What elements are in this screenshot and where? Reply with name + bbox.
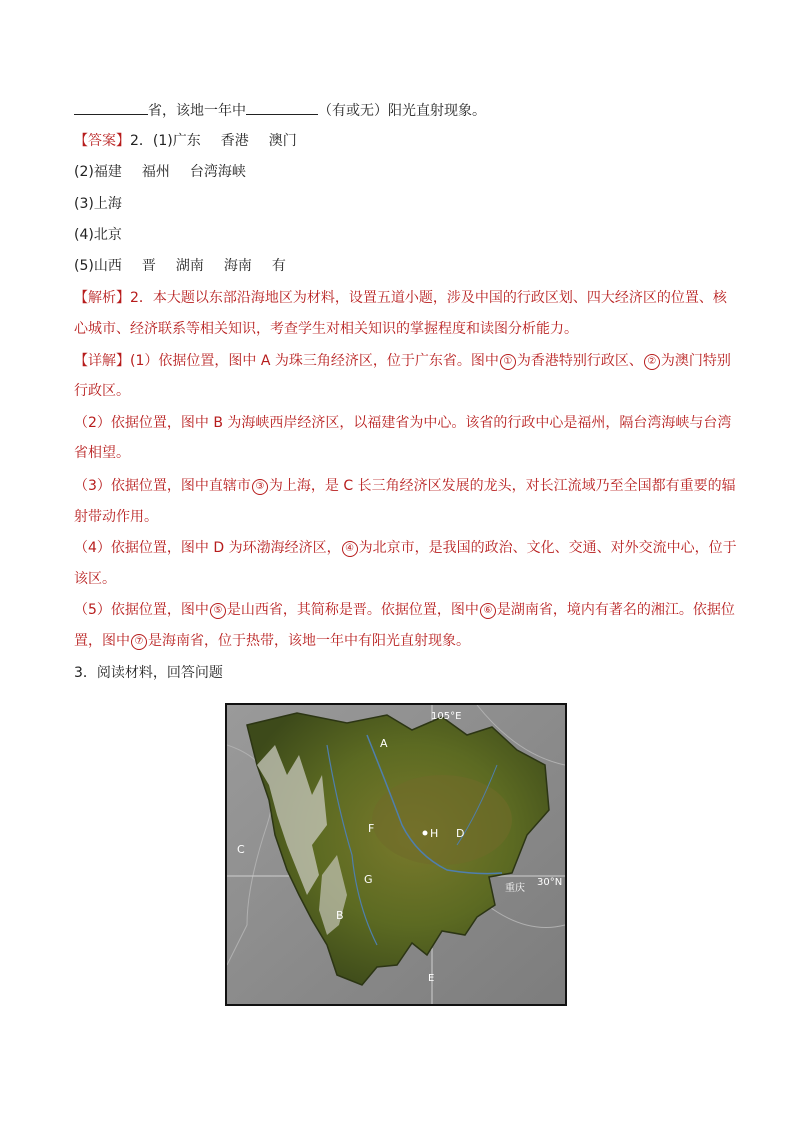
analysis-line-1: [74, 288, 727, 308]
analysis-text: 心城市、经济联系等相关知识，考查学生对相关知识的掌握程度和读图分析能力。: [74, 321, 578, 337]
circle-number-7: ⑦: [131, 634, 147, 650]
sichuan-basin: [372, 775, 512, 865]
answer-value: 山西: [93, 258, 122, 274]
line1-text-b: （有或无）阳光直射现象。: [318, 103, 486, 119]
detail-text: 为上海，是 C 长三角经济区发展的龙头，对长江流域乃至全国都有重要的辐: [268, 478, 736, 494]
answer-prefix: 2．(1): [130, 133, 173, 149]
detail-text: 该区。: [74, 571, 116, 587]
answer-value: 上海: [93, 196, 122, 212]
detail-tag: 【详解】: [74, 353, 130, 369]
answer-value: 福建: [93, 164, 122, 180]
detail-line-4: [74, 443, 130, 463]
answer-value: 湖南: [175, 258, 204, 274]
map-label-e: E: [428, 973, 435, 984]
detail-line-3: [74, 413, 731, 433]
detail-text: 射带动作用。: [74, 509, 158, 525]
detail-line-5: [74, 476, 736, 496]
map-label-f: F: [368, 822, 375, 835]
detail-text: 置，图中: [74, 633, 130, 649]
detail-line-6: [74, 507, 158, 527]
circle-number-2: ②: [644, 354, 660, 370]
detail-text: 是湖南省，境内有著名的湘江。依据位: [496, 602, 735, 618]
answer-value: 北京: [93, 227, 122, 243]
answer-prefix: (3): [74, 196, 94, 212]
latitude-label: 30°N: [537, 877, 563, 888]
detail-text: 为澳门特别: [660, 353, 731, 369]
question-3-heading: [74, 663, 223, 683]
detail-line-2: [74, 381, 130, 401]
chengdu-dot: [423, 831, 428, 836]
detail-line-1: [74, 351, 731, 371]
answer-line-5: [74, 256, 286, 276]
answer-line-3: [74, 194, 122, 214]
answer-value: 澳门: [268, 133, 297, 149]
answer-value: 福州: [141, 164, 170, 180]
answer-prefix: (4): [74, 227, 94, 243]
answer-line-4: [74, 225, 122, 245]
answer-prefix: (5): [74, 258, 94, 274]
longitude-label: 105°E: [431, 711, 462, 722]
detail-text: 行政区。: [74, 383, 130, 399]
map-label-a: A: [380, 737, 388, 750]
detail-line-8: [74, 569, 116, 589]
analysis-line-2: [74, 319, 578, 339]
circle-number-5: ⑤: [210, 603, 226, 619]
analysis-tag: 【解析】: [74, 290, 130, 306]
detail-line-7: [74, 538, 737, 558]
circle-number-6: ⑥: [480, 603, 496, 619]
answer-line-1: [74, 131, 297, 151]
blank-province[interactable]: [74, 100, 148, 115]
answer-line-2: [74, 162, 246, 182]
detail-text: 是山西省，其简称是晋。依据位置，图中: [226, 602, 479, 618]
sichuan-relief-map: [225, 703, 567, 1006]
answer-tag: 【答案】: [74, 133, 130, 149]
answer-value: 广东: [172, 133, 201, 149]
question-3-text: 3．阅读材料，回答问题: [74, 665, 223, 681]
circle-number-3: ③: [252, 479, 268, 495]
blank-direct-sun[interactable]: [246, 100, 318, 115]
map-graphic: [227, 705, 565, 1004]
answer-value: 晋: [141, 258, 156, 274]
detail-text: （5）依据位置，图中: [74, 602, 209, 618]
detail-text: 是海南省，位于热带，该地一年中有阳光直射现象。: [148, 633, 470, 649]
map-label-b: B: [336, 909, 344, 922]
detail-text: （4）依据位置，图中 D 为环渤海经济区，: [74, 540, 341, 556]
answer-value: 台湾海峡: [189, 164, 246, 180]
circle-number-1: ①: [500, 354, 516, 370]
detail-text: (1）依据位置，图中 A 为珠三角经济区，位于广东省。图中: [130, 353, 499, 369]
detail-text: （3）依据位置，图中直辖市: [74, 478, 251, 494]
answer-value: 海南: [223, 258, 252, 274]
answer-value: 有: [271, 258, 286, 274]
fill-blank-line: [74, 100, 486, 121]
detail-text: 省相望。: [74, 445, 130, 461]
chongqing-label: 重庆: [505, 883, 525, 894]
detail-line-9: [74, 600, 735, 620]
circle-number-4: ④: [342, 541, 358, 557]
detail-line-10: [74, 631, 470, 651]
answer-prefix: (2): [74, 164, 94, 180]
map-label-d: D: [456, 827, 465, 840]
map-label-c: C: [237, 843, 245, 856]
line1-text-a: 省，该地一年中: [148, 103, 246, 119]
detail-text: 为香港特别行政区、: [516, 353, 643, 369]
map-label-h: H: [430, 827, 439, 840]
analysis-text: 2．本大题以东部沿海地区为材料，设置五道小题，涉及中国的行政区划、四大经济区的位置、核: [130, 290, 727, 306]
map-label-g: G: [364, 873, 373, 886]
answer-value: 香港: [220, 133, 249, 149]
detail-text: （2）依据位置，图中 B 为海峡西岸经济区，以福建省为中心。该省的行政中心是福州，隔台湾海峡与台湾: [74, 415, 732, 431]
detail-text: 为北京市，是我国的政治、文化、交通、对外交流中心，位于: [358, 540, 737, 556]
